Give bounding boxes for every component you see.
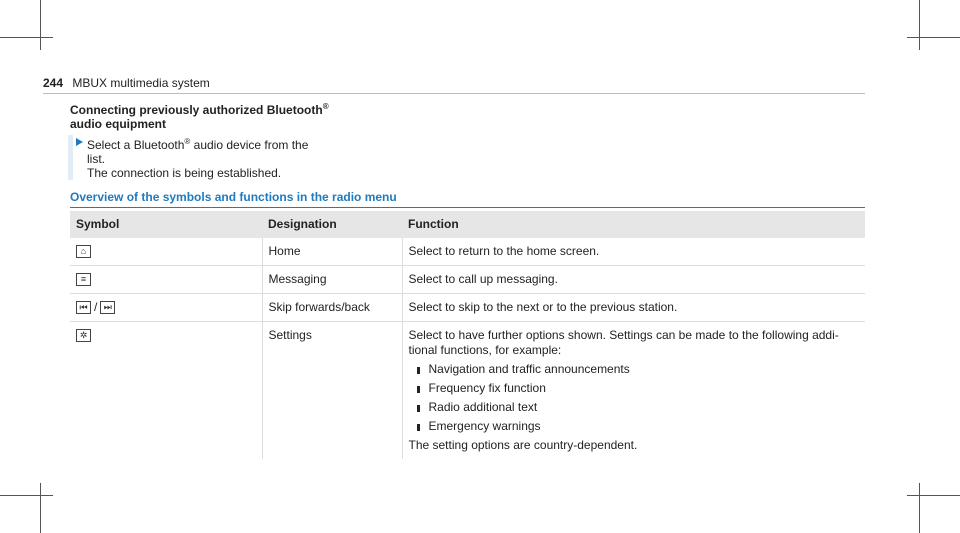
overview-title: Overview of the symbols and functions in the radio menu [70,190,865,208]
designation-cell: Messaging [262,266,402,294]
function-cell: Select to call up messaging. [402,266,865,294]
designation-cell: Skip forwards/back [262,294,402,322]
table-row [70,322,865,460]
skip-forward-icon: ⏭ [100,301,115,314]
crop-mark [919,0,920,50]
table-row [70,238,865,266]
chapter-title: MBUX multimedia system [72,76,210,90]
registered-mark: ® [322,102,329,111]
section-title-line2: audio equipment [70,117,166,131]
symbol-cell [70,322,262,460]
symbol-cell [70,294,262,322]
designation-cell: Home [262,238,402,266]
function-cell [402,322,865,460]
designation-cell: Settings [262,322,402,460]
step-result: The connection is being established. [87,166,282,180]
section-title [70,100,400,131]
col-header-designation: Designation [262,211,402,238]
section-title-line1: Connecting previously authorized Bluetooth [70,103,323,117]
col-header-symbol: Symbol [70,211,262,238]
crop-mark [907,495,960,496]
symbols-table [70,211,865,459]
page-number: 244 [43,76,64,90]
separator: / [94,300,98,314]
step-text: Select a Bluetooth [87,138,185,152]
crop-mark [40,483,41,533]
crop-mark [40,0,41,50]
symbol-cell [70,238,262,266]
registered-mark: ® [184,137,191,146]
function-text: Select to have further options shown. Settings can be made to the following addi-tional functions, for example: [408,328,839,357]
list-item: Emergency warnings [421,419,860,434]
step-text: audio device from the [190,138,309,152]
list-item: Radio additional text [421,400,860,415]
table-row [70,266,865,294]
function-cell: Select to skip to the next or to the previous station. [402,294,865,322]
col-header-function: Function [402,211,865,238]
table-header-row [70,211,865,238]
messaging-icon: ≡ [76,273,91,286]
crop-mark [907,37,960,38]
step-arrow-icon [76,138,83,146]
skip-back-icon: ⏮ [76,301,91,314]
function-cell: Select to return to the home screen. [402,238,865,266]
function-bullet-list [409,362,860,434]
symbol-cell [70,266,262,294]
list-item: Navigation and traffic announcements [421,362,860,377]
crop-mark [919,483,920,533]
function-note: The setting options are country-dependent. [408,438,638,452]
step-text: list. [87,152,105,166]
table-row [70,294,865,322]
list-item: Frequency fix function [421,381,860,396]
home-icon: ⌂ [76,245,91,258]
crop-mark [0,495,53,496]
page-header [43,76,865,94]
instruction-step [68,135,387,180]
settings-icon: ✲ [76,329,91,342]
crop-mark [0,37,53,38]
